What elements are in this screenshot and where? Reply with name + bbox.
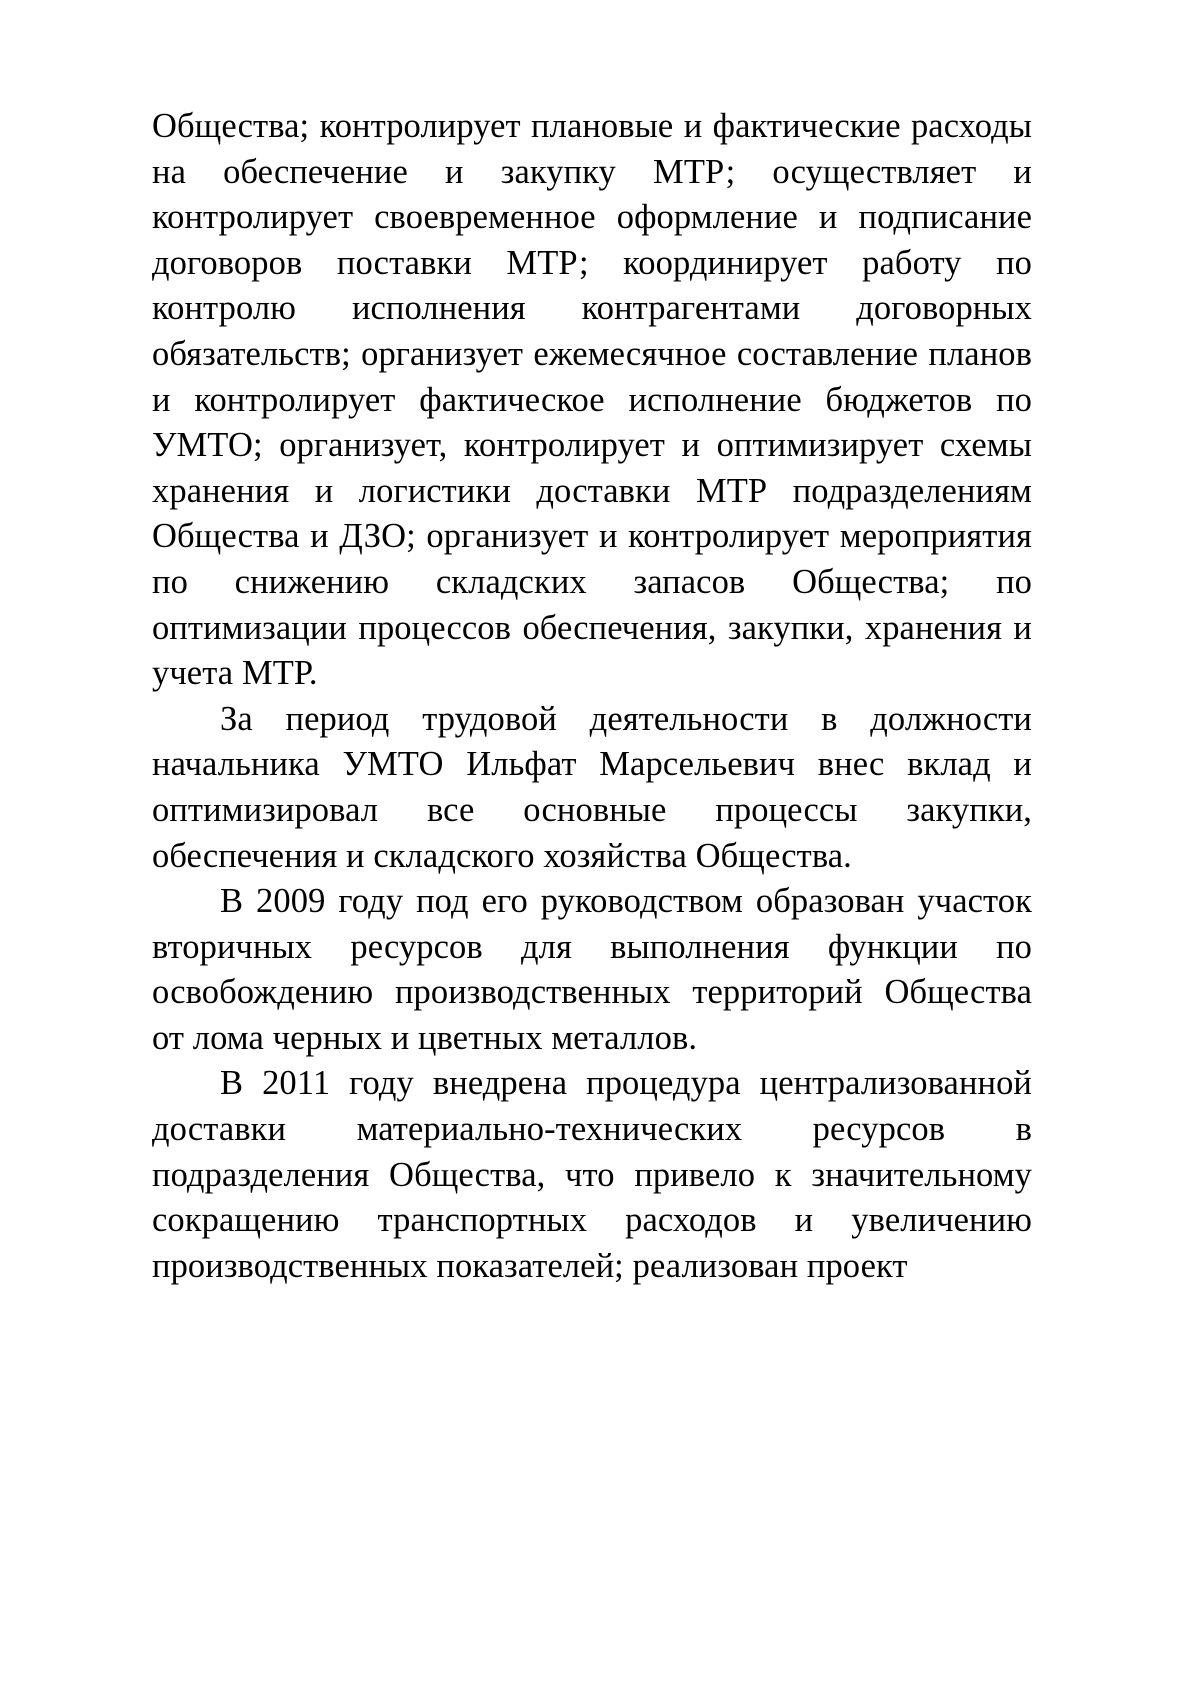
paragraph-work-period: За период трудовой деятельности в должности начальника УМТО Ильфат Марсельевич внес вклад и оптимизировал все основные процессы закупки, обеспечения и складского хозяйства Общества.	[152, 699, 1032, 875]
paragraph-year-2009: В 2009 году под его руководством образован участок вторичных ресурсов для выполнения функции по освобождению производственных территорий Общества от лома черных и цветных металлов.	[152, 882, 1032, 1057]
paragraph-duties-continuation: Общества; контролирует плановые и фактические расходы на обеспечение и закупку МТР; осуществляет и контролирует своевременное оформление и подписание договоров поставки МТР; координирует работу по контролю исполнения контрагентами договорных обязательств; организует ежемесячное составление планов и контролирует фактическое исполнение бюджетов по УМТО; организует, контролирует и оптимизирует схемы хранения и логистики доставки МТР подразделениям Общества и ДЗО; организует и контролирует мероприятия по снижению складских запасов Общества; по оптимизации процессов обеспечения, закупки, хранения и учета МТР.	[152, 107, 1032, 693]
paragraph-year-2011: В 2011 году внедрена процедура централизованной доставки материально-технических ресурсов в подразделения Общества, что привело к значительному сокращению транспортных расходов и увеличению производственных показателей; реализован проект	[152, 1064, 1032, 1285]
body-text-column	[152, 104, 1032, 1289]
